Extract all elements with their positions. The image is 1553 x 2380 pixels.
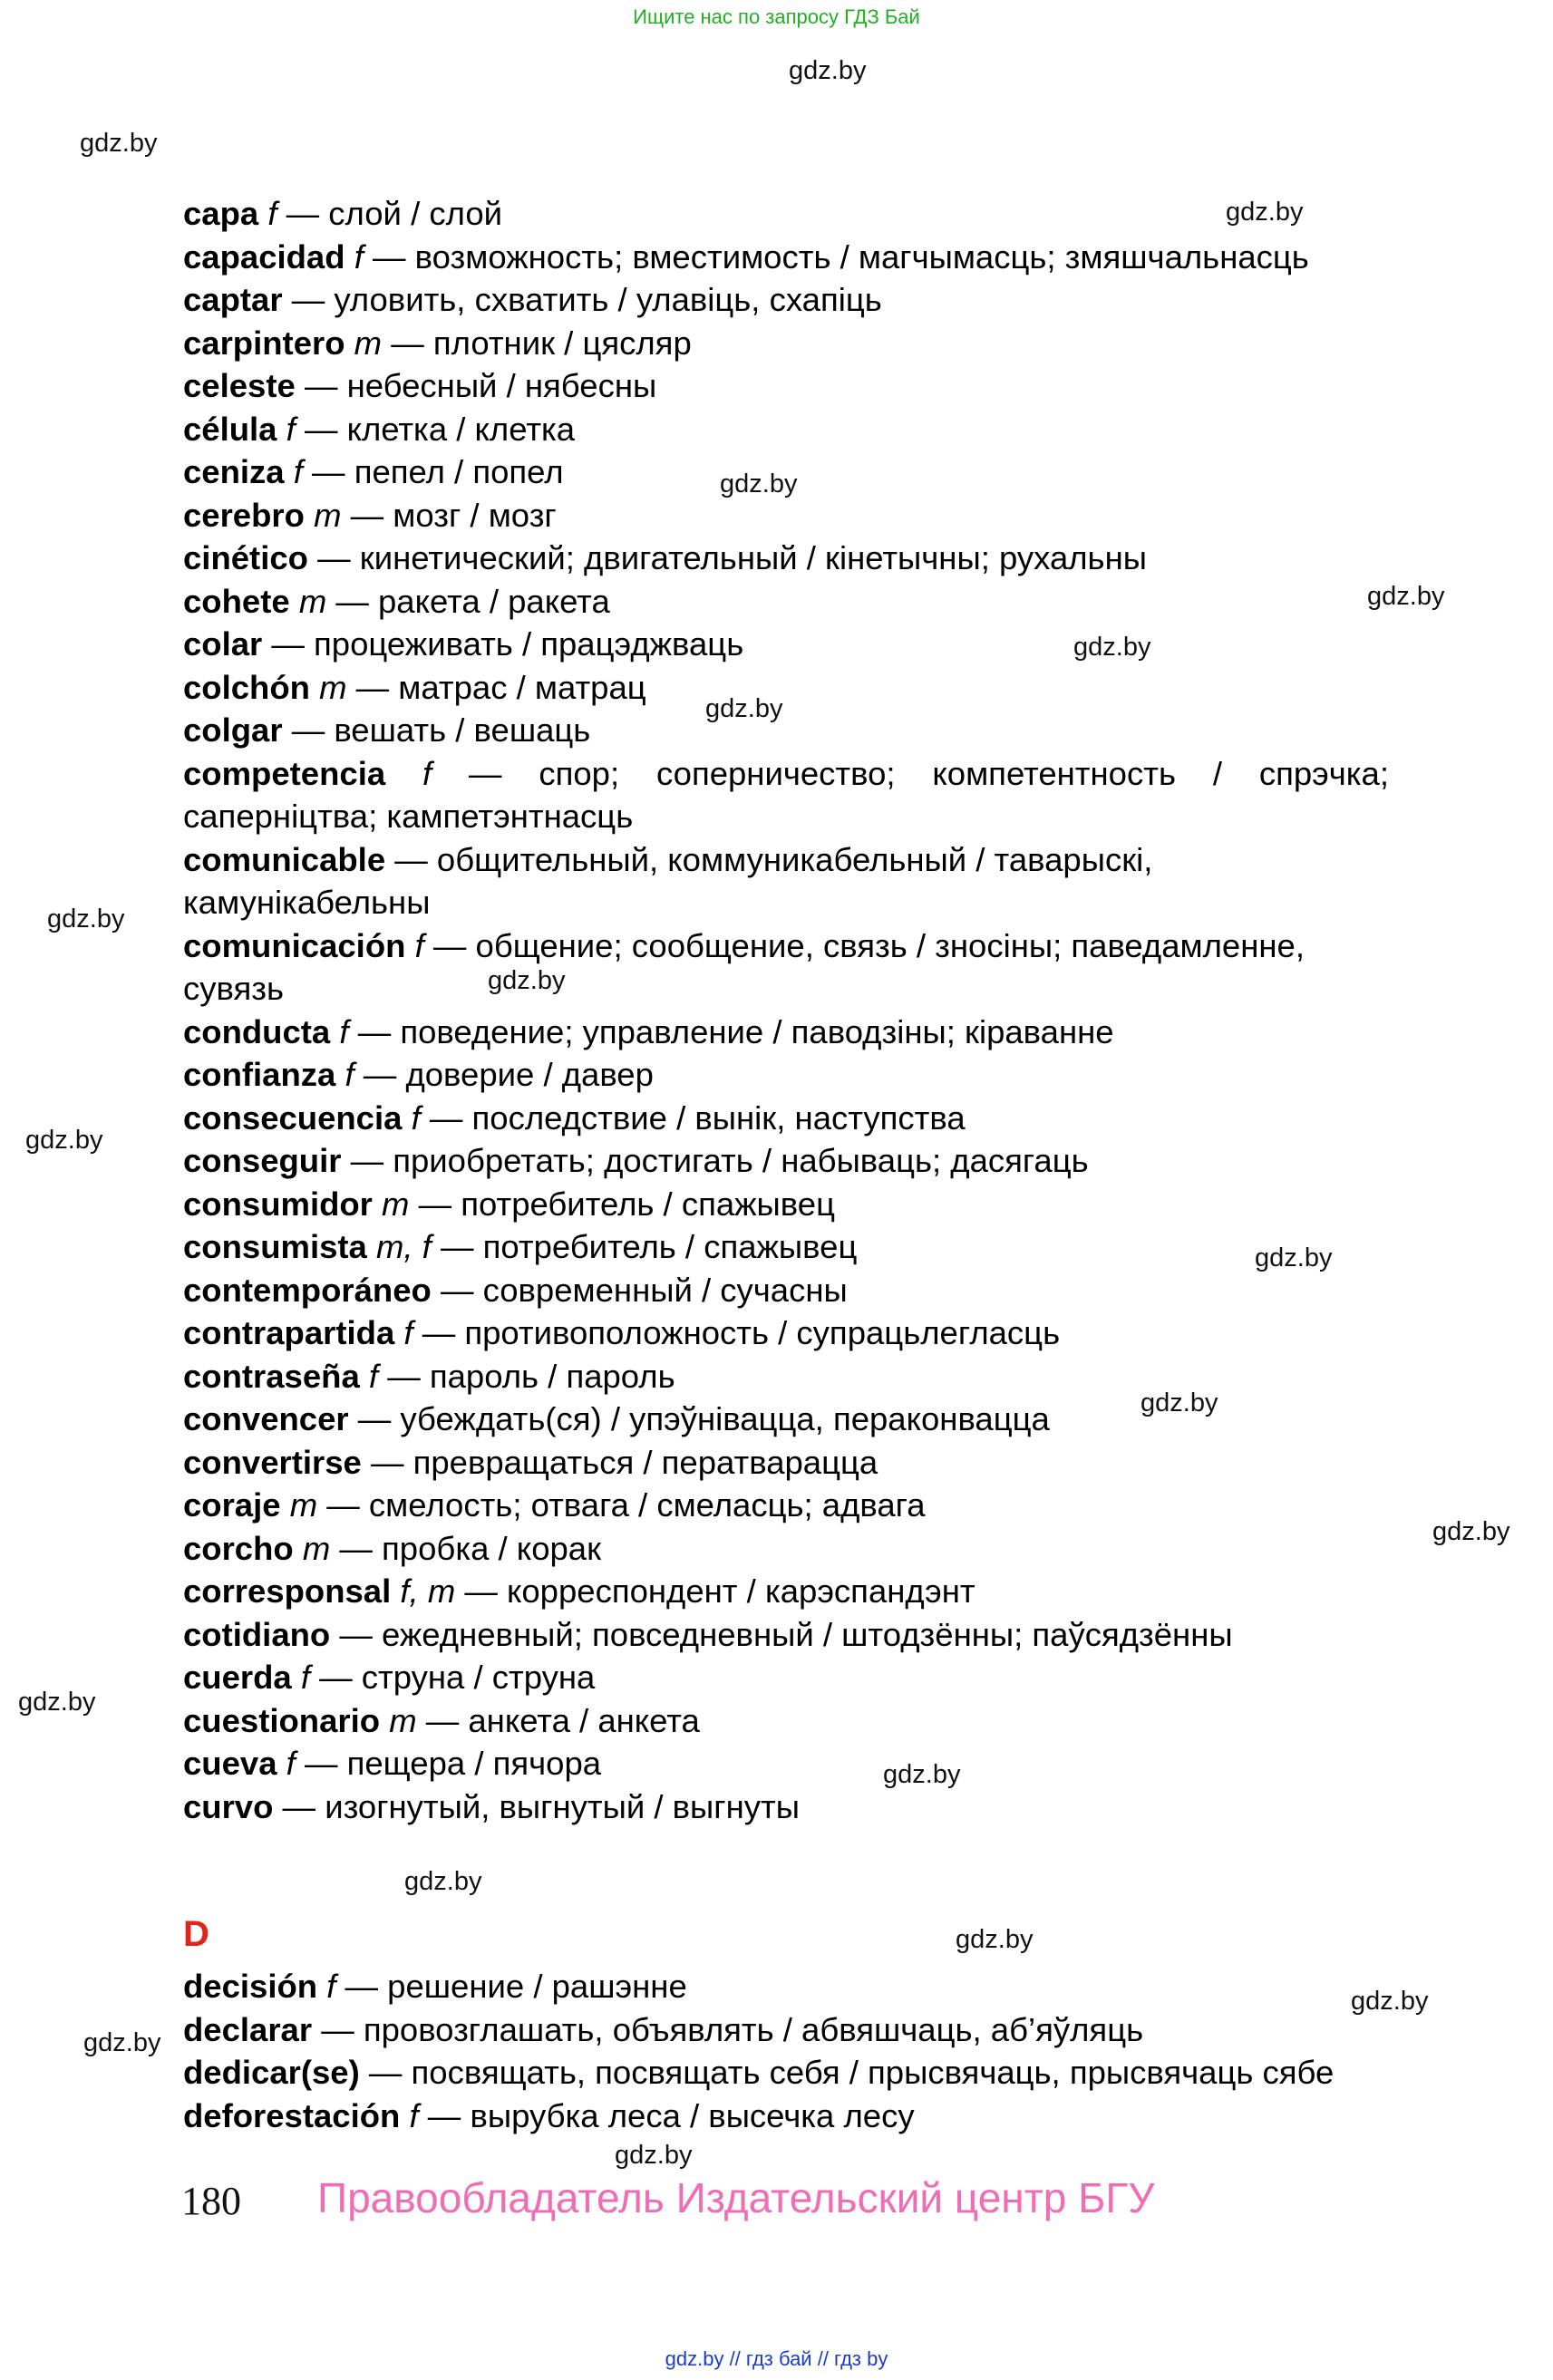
headword: conducta — [183, 1012, 331, 1050]
headword: cuerda — [183, 1659, 292, 1696]
definition: — вырубка леса / высечка лесу — [418, 2096, 915, 2134]
dictionary-entry — [183, 1613, 1389, 1657]
headword: conseguir — [183, 1142, 342, 1179]
dictionary-entry — [183, 1965, 1389, 2008]
headword: competencia — [183, 754, 386, 792]
dictionary-entries-d — [183, 1965, 1389, 2137]
dictionary-entry — [183, 494, 1389, 537]
watermark: gdz.by — [80, 129, 158, 158]
definition: — провозглашать, объявлять / абвяшчаць, аб’яўляць — [312, 2010, 1144, 2048]
grammar-label: f — [354, 237, 364, 276]
dictionary-entry — [183, 1053, 1389, 1097]
headword: contraseña — [183, 1357, 360, 1395]
dictionary-entry — [183, 1139, 1389, 1183]
definition: — кинетический; двигательный / кінетычны; рухальны — [307, 539, 1147, 576]
headword: contrapartida — [183, 1314, 395, 1351]
watermark: gdz.by — [789, 56, 867, 85]
grammar-label: f — [286, 410, 296, 448]
headword: comunicable — [183, 840, 386, 878]
headword: capacidad — [183, 237, 345, 276]
headword: dedicar(se) — [183, 2054, 360, 2091]
dictionary-entry — [183, 236, 1389, 279]
dictionary-entry — [183, 1311, 1389, 1355]
watermark: gdz.by — [488, 966, 566, 995]
grammar-label: f — [339, 1012, 349, 1050]
headword: cohete — [183, 582, 290, 620]
grammar-label: m — [302, 1529, 331, 1567]
definition: — вешать / вешаць — [282, 711, 591, 749]
dictionary-entry — [183, 1225, 1389, 1269]
watermark: gdz.by — [83, 2028, 161, 2057]
dictionary-entry — [183, 666, 1389, 710]
watermark: gdz.by — [956, 1925, 1034, 1954]
definition: — процеживать / працэджваць — [262, 625, 744, 663]
dictionary-entry — [183, 2095, 1389, 2138]
grammar-label: f — [267, 195, 277, 232]
dictionary-entry — [183, 364, 1389, 408]
definition: — смелость; отвага / смеласць; адвага — [317, 1486, 926, 1524]
dictionary-entry — [183, 2051, 1389, 2095]
watermark: gdz.by — [1140, 1388, 1218, 1417]
headword: colchón — [183, 668, 310, 706]
grammar-label: m — [354, 324, 383, 362]
section-letter: D — [183, 1914, 209, 1954]
headword: consumista — [183, 1228, 367, 1265]
definition: — возможность; вместимость / магчымасць; змяшчальнасць — [363, 237, 1309, 276]
watermark: gdz.by — [883, 1760, 961, 1789]
dictionary-entry — [183, 1398, 1389, 1441]
headword: colar — [183, 625, 263, 663]
definition: — общение; сообщение, связь / зносіны; паведамленне, сувязь — [183, 926, 1305, 1007]
headword: captar — [183, 281, 283, 318]
definition: — поведение; управление / паводзіны; кіраванне — [348, 1012, 1114, 1050]
grammar-label: f, m — [400, 1572, 456, 1610]
definition: — пепел / попел — [302, 453, 564, 490]
grammar-label: m — [298, 582, 327, 620]
definition: — потребитель / спажывец — [431, 1228, 858, 1265]
watermark: gdz.by — [1351, 1987, 1429, 2016]
page-number: 180 — [181, 2179, 241, 2223]
definition: — превращаться / ператварацца — [361, 1443, 878, 1481]
watermark: gdz.by — [18, 1688, 96, 1717]
definition: — мозг / мозг — [341, 496, 557, 534]
grammar-label: f — [409, 2096, 419, 2134]
watermark: gdz.by — [720, 469, 798, 498]
bottom-links[interactable]: gdz.by // гдз бай // гдз by — [665, 2347, 888, 2370]
headword: cuestionario — [183, 1701, 381, 1739]
watermark: gdz.by — [705, 694, 783, 723]
definition: — спор; соперничество; компетентность / спрэчка; саперніцтва; кампетэнтнасць — [183, 754, 1389, 835]
dictionary-entry — [183, 1484, 1389, 1527]
definition: — анкета / анкета — [416, 1701, 700, 1739]
definition: — корреспондент / карэспандэнт — [455, 1572, 975, 1610]
headword: consecuencia — [183, 1098, 403, 1137]
definition: — посвящать, посвящать себя / прысвячаць, прысвячаць сябе — [359, 2054, 1335, 2091]
grammar-label: f — [411, 1098, 421, 1137]
grammar-label: f — [403, 1314, 413, 1351]
grammar-label: f — [300, 1659, 311, 1696]
grammar-label: f — [414, 926, 424, 964]
headword: convertirse — [183, 1443, 362, 1481]
dictionary-entry — [183, 1785, 1389, 1829]
grammar-label: f — [293, 453, 303, 490]
headword: decisión — [183, 1968, 318, 2005]
top-banner[interactable]: Ищите нас по запросу ГДЗ Бай — [633, 5, 920, 28]
headword: confianza — [183, 1056, 336, 1093]
headword: colgar — [183, 711, 283, 749]
grammar-label: f — [326, 1968, 336, 2005]
watermark: gdz.by — [1255, 1243, 1333, 1272]
watermark: gdz.by — [615, 2141, 693, 2170]
definition: — решение / рашэнне — [335, 1968, 687, 2005]
definition: — пробка / корак — [330, 1529, 602, 1567]
headword: curvo — [183, 1787, 274, 1825]
dictionary-entry — [183, 322, 1389, 365]
dictionary-entry — [183, 192, 1389, 236]
dictionary-entry — [183, 1183, 1389, 1226]
definition: — последствие / вынік, наступства — [420, 1098, 966, 1137]
definition: — изогнутый, выгнутый / выгнуты — [273, 1787, 800, 1825]
dictionary-entry — [183, 838, 1389, 924]
definition: — клетка / клетка — [295, 410, 576, 448]
watermark: gdz.by — [1073, 633, 1151, 662]
definition: — ракета / ракета — [326, 582, 610, 620]
grammar-label: f — [286, 1745, 296, 1782]
dictionary-entry — [183, 623, 1389, 666]
dictionary-entry — [183, 1011, 1389, 1054]
watermark: gdz.by — [1432, 1517, 1510, 1546]
definition: — пещера / пячора — [295, 1745, 602, 1782]
dictionary-entry — [183, 1441, 1389, 1485]
definition: — уловить, схватить / улавіць, схапіць — [282, 281, 882, 318]
definition: — приобретать; достигать / набываць; дасягаць — [341, 1142, 1089, 1179]
definition: — общительный, коммуникабельный / таварыскі, камунікабельны — [183, 840, 1153, 921]
headword: cotidiano — [183, 1615, 331, 1653]
headword: carpintero — [183, 324, 345, 362]
definition: — матрас / матрац — [346, 668, 646, 706]
grammar-label: f — [368, 1357, 379, 1395]
headword: capa — [183, 195, 259, 232]
definition: — потребитель / спажывец — [409, 1185, 835, 1223]
dictionary-entry — [183, 278, 1389, 322]
dictionary-entry — [183, 709, 1389, 752]
headword: comunicación — [183, 926, 406, 964]
grammar-label: m — [319, 668, 347, 706]
definition: — плотник / цясляр — [382, 324, 692, 362]
grammar-label: m, f — [376, 1228, 432, 1265]
headword: convencer — [183, 1400, 349, 1437]
dictionary-entry — [183, 1097, 1389, 1140]
dictionary-entry — [183, 450, 1389, 494]
grammar-label: f — [422, 754, 432, 792]
headword: corcho — [183, 1529, 294, 1567]
headword: ceniza — [183, 453, 285, 490]
definition: — слой / слой — [277, 195, 503, 232]
headword: cueva — [183, 1745, 277, 1782]
headword: celeste — [183, 367, 296, 404]
watermark: gdz.by — [404, 1867, 482, 1896]
dictionary-entry — [183, 1699, 1389, 1743]
definition: — противоположность / супрацьлегласць — [413, 1314, 1061, 1351]
definition: — современный / сучасны — [431, 1271, 848, 1309]
grammar-label: m — [382, 1185, 410, 1223]
definition: — убеждать(ся) / упэўнівацца, пераконвацца — [348, 1400, 1050, 1437]
copyright-notice: Правообладатель Издательский центр БГУ — [317, 2174, 1155, 2221]
watermark: gdz.by — [47, 905, 125, 934]
headword: cinético — [183, 539, 308, 576]
dictionary-entry — [183, 1269, 1389, 1312]
dictionary-entry — [183, 537, 1389, 580]
watermark: gdz.by — [1226, 198, 1304, 227]
dictionary-entry — [183, 580, 1389, 624]
grammar-label: m — [289, 1486, 318, 1524]
headword: corresponsal — [183, 1572, 392, 1610]
dictionary-entry — [183, 1355, 1389, 1398]
watermark: gdz.by — [1367, 582, 1445, 611]
headword: coraje — [183, 1486, 281, 1524]
headword: cerebro — [183, 496, 305, 534]
definition: — струна / струна — [310, 1659, 596, 1696]
dictionary-entry — [183, 1570, 1389, 1613]
definition: — доверие / давер — [354, 1056, 654, 1093]
grammar-label: f — [345, 1056, 354, 1093]
grammar-label: m — [389, 1701, 417, 1739]
dictionary-entries-c — [183, 192, 1389, 1828]
definition: — ежедневный; повседневный / штодзённы; паўсядзённы — [330, 1615, 1233, 1653]
dictionary-entry — [183, 1656, 1389, 1699]
headword: deforestación — [183, 2096, 401, 2134]
watermark: gdz.by — [25, 1126, 103, 1155]
dictionary-entry — [183, 924, 1389, 1011]
headword: declarar — [183, 2010, 313, 2048]
definition: — небесный / нябесны — [295, 367, 657, 404]
dictionary-entry — [183, 408, 1389, 451]
dictionary-entry — [183, 2008, 1389, 2052]
dictionary-entry — [183, 1742, 1389, 1785]
dictionary-entry — [183, 1527, 1389, 1571]
definition: — пароль / пароль — [378, 1357, 675, 1395]
dictionary-entry — [183, 752, 1389, 838]
headword: célula — [183, 410, 277, 448]
grammar-label: m — [314, 496, 342, 534]
headword: consumidor — [183, 1185, 373, 1223]
headword: contemporáneo — [183, 1271, 432, 1309]
